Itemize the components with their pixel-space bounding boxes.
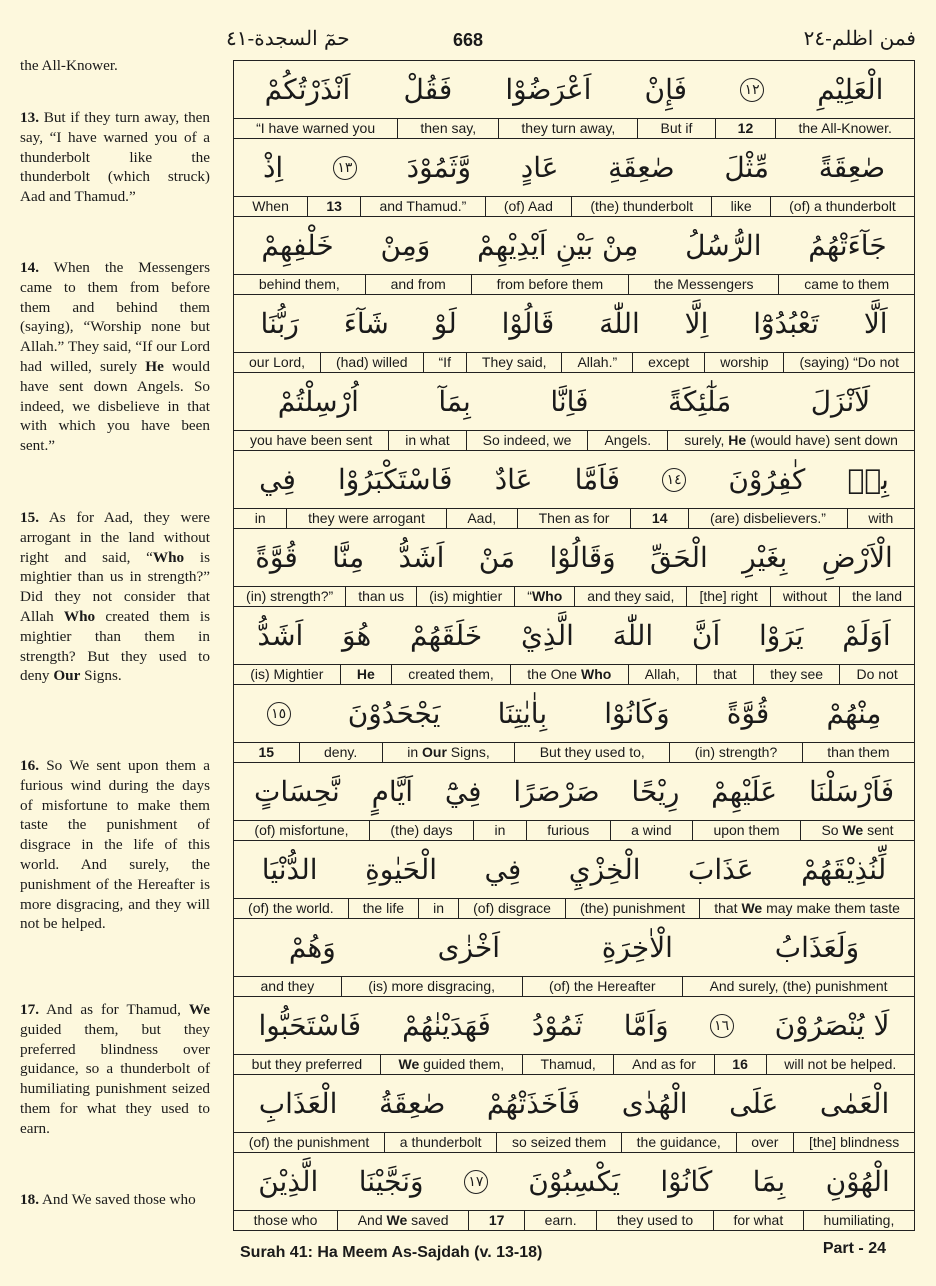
gloss-cell: like [711,197,770,216]
ayah-number-cell: 12 [715,119,776,138]
header-surah-name: حمٓ السجدة-٤١ [226,26,350,50]
arabic-word: لَوْ [433,306,457,340]
arabic-line [234,61,914,119]
gloss-cell: “I have warned you [256,120,376,136]
gloss-cell: came to them [778,275,914,294]
english-gloss-line [234,509,914,529]
arabic-word: فَاسْتَحَبُّوا [258,1008,362,1042]
gloss-cell: than us [345,587,416,606]
arabic-word: الْاٰخِرَةِ [601,930,673,964]
verse-row [234,451,914,529]
gloss-cell: But they used to, [514,743,669,762]
arabic-line [234,997,914,1055]
arabic-word: بِاٰيٰتِنَا [497,696,548,730]
gloss-cell: the life [348,899,418,918]
arabic-word: قَالُوْا [501,306,555,340]
translation-paragraph [20,258,210,456]
arabic-word: مَنْ [478,540,516,574]
arabic-word: بِهٖ [847,462,889,496]
english-gloss-line [234,119,914,139]
arabic-word: اَعْرَضُوْا [505,72,592,106]
english-gloss-line [234,1055,914,1075]
arabic-word: اَوَلَمْ [842,618,891,652]
gloss-cell: from before them [471,275,628,294]
arabic-word: فِي [484,852,522,886]
arabic-word: فَهَدَيْنٰهُمْ [402,1008,491,1042]
arabic-word: عَلَيْهِمْ [711,774,778,808]
arabic-line [234,217,914,275]
arabic-word: الَّذِيْنَ [258,1164,319,1198]
arabic-word: عَادٌ [494,462,533,496]
arabic-word: الْهُوْنِ [825,1164,890,1198]
gloss-cell: (of) misfortune, [254,822,349,838]
gloss-cell: And We saved [337,1211,468,1230]
ayah-marker: ١٦ [710,1014,734,1038]
english-gloss-line [234,587,914,607]
gloss-cell: “If [423,353,466,372]
arabic-word: عَادٍ [520,150,559,184]
gloss-cell: in [254,510,266,526]
arabic-word: رِيْحًا [631,774,680,808]
verse-row [234,685,914,763]
gloss-cell: created them, [391,665,510,684]
arabic-word: تَعْبُدُوْٓا [753,306,819,340]
arabic-word: مِّثْلَ [724,150,769,184]
arabic-word: فَاِنَّا [550,384,589,418]
verse-row [234,997,914,1075]
arabic-word: فَاسْتَكْبَرُوْا [338,462,453,496]
gloss-cell: When [252,198,289,214]
arabic-word: اُرْسِلْتُمْ [277,384,359,418]
arabic-line [234,1153,914,1211]
arabic-line [234,1075,914,1133]
arabic-line [234,685,914,743]
gloss-cell: (is) mightier [416,587,514,606]
arabic-word: اَشَدُّ [398,540,445,574]
arabic-word: فَاَرْسَلْنَا [808,774,895,808]
footer-surah-info: Surah 41: Ha Meem As-Sajdah (v. 13-18) [240,1244,543,1261]
ayah-marker: ١٢ [740,78,764,102]
gloss-cell: those who [253,1212,318,1228]
arabic-word: بِمَا [752,1164,786,1198]
gloss-cell: (of) disgrace [458,899,565,918]
gloss-cell: (saying) “Do not [783,353,914,372]
gloss-cell: behind them, [258,276,340,292]
arabic-word: جَآءَتْهُمُ [808,228,887,262]
arabic-word: كٰفِرُوْنَ [728,462,806,496]
gloss-cell: worship [704,353,783,372]
arabic-word: كَانُوْا [660,1164,713,1198]
gloss-cell: a thunderbolt [384,1133,496,1152]
verse-row [234,919,914,997]
arabic-word: يَرَوْا [758,618,804,652]
arabic-word: لَا يُنْصَرُوْنَ [774,1008,890,1042]
gloss-cell: the All-Knower. [775,119,914,138]
gloss-cell: We guided them, [380,1055,522,1074]
arabic-word: اللّٰهَ [612,618,654,652]
ayah-number-cell: 14 [630,509,688,528]
gloss-cell: [the] blindness [793,1133,914,1152]
gloss-cell: will not be helped. [766,1055,914,1074]
arabic-line [234,529,914,587]
arabic-word: وَكَانُوْا [604,696,670,730]
arabic-word: صٰعِقَةِ [608,150,675,184]
gloss-cell: And surely, (the) punishment [682,977,914,996]
ayah-number-cell: 17 [468,1211,524,1230]
gloss-cell: So indeed, we [466,431,588,450]
arabic-word: مَلٰٓئِكَةً [668,384,732,418]
gloss-cell: than them [802,743,914,762]
gloss-cell: with [847,509,914,528]
translation-text: So We sent upon them a furious wind during the days of misfortune to make them taste the punishment of disgrace in the life of this world. And surely, the punishment of the Hereafter is more disgracing, and they will not be helped. [20,757,211,933]
arabic-line [234,841,914,899]
arabic-word: اِلَّا [684,306,709,340]
arabic-line [234,919,914,977]
gloss-cell: humiliating, [803,1211,914,1230]
gloss-cell: upon them [692,821,800,840]
gloss-cell: They said, [466,353,562,372]
gloss-cell: in what [388,431,465,450]
gloss-cell: Allah, [628,665,697,684]
gloss-cell: they see [753,665,839,684]
arabic-word: بِمَآ [438,384,471,418]
gloss-cell: they turn away, [498,119,637,138]
translation-text: the All-Knower. [20,57,118,74]
arabic-word: هُوَ [342,618,372,652]
gloss-cell: Allah.” [561,353,632,372]
gloss-cell: the land [839,587,914,606]
arabic-word: عَلَى [729,1086,779,1120]
arabic-word: يَكْسِبُوْنَ [528,1164,621,1198]
english-gloss-line [234,197,914,217]
arabic-word: الْاَرْضِ [821,540,893,574]
arabic-word: الَّذِيْ [520,618,574,652]
translation-paragraph [20,508,210,686]
gloss-cell: for what [713,1211,803,1230]
ayah-number-cell: 13 [307,197,360,216]
translation-text: But if they turn away, then say, “I have warned you of a thunderbolt like the thunderbolt (which struck) Aad and Thamud.” [20,109,210,206]
arabic-word: فَقُلْ [403,72,453,106]
gloss-cell: the guidance, [621,1133,736,1152]
gloss-cell: So We sent [800,821,914,840]
arabic-word: وَنَجَّيْنَا [358,1164,424,1198]
arabic-word: يَجْحَدُوْنَ [347,696,441,730]
arabic-line [234,607,914,665]
gloss-cell: they used to [596,1211,713,1230]
arabic-word: اَنَّ [691,618,721,652]
verse-number: 15. [20,509,39,526]
arabic-word: وَقَالُوْا [549,540,616,574]
gloss-cell: And as for [613,1055,713,1074]
gloss-cell: Angels. [587,431,667,450]
gloss-cell: (had) willed [320,353,423,372]
verse-number: 16. [20,757,39,774]
arabic-line [234,139,914,197]
arabic-word: الْحَقِّ [650,540,708,574]
english-gloss-line [234,275,914,295]
arabic-word: لَاَنْزَلَ [810,384,871,418]
verse-number: 17. [20,1001,39,1018]
gloss-cell: furious [526,821,610,840]
gloss-cell: a wind [610,821,692,840]
gloss-cell: (of) a thunderbolt [770,197,914,216]
english-gloss-line [234,821,914,841]
gloss-cell: over [736,1133,794,1152]
gloss-cell: that We may make them taste [699,899,914,918]
ayah-marker: ١٧ [464,1170,488,1194]
arabic-word: قُوَّةً [255,540,298,574]
arabic-word: مِنْ بَيْنِ اَيْدِيْهِمْ [477,228,639,262]
ayah-marker: ١٣ [333,156,357,180]
arabic-word: وَهُمْ [288,930,336,964]
translation-text: And We saved those who [41,1191,196,1208]
arabic-word: ثَمُوْدُ [531,1008,583,1042]
arabic-word: وَاَمَّا [623,1008,669,1042]
gloss-cell: Then as for [517,509,630,528]
gloss-cell: in [418,899,458,918]
translation-paragraph [20,1190,210,1210]
gloss-cell: earn. [524,1211,596,1230]
gloss-cell: in [473,821,526,840]
gloss-cell: (are) disbelievers.” [688,509,846,528]
english-gloss-line [234,431,914,451]
verse-row [234,763,914,841]
gloss-cell: (of) the world. [248,900,334,916]
gloss-cell: you have been sent [250,432,373,448]
gloss-cell: (is) Mightier [250,666,324,682]
verse-row [234,61,914,139]
gloss-cell: and they said, [574,587,686,606]
gloss-cell: (in) strength?” [246,588,334,604]
ayah-number-cell: 16 [714,1055,766,1074]
verse-row [234,217,914,295]
gloss-cell: but they preferred [251,1056,363,1072]
gloss-cell: the One Who [510,665,628,684]
verse-number: 18. [20,1191,39,1208]
arabic-word: الدُّنْيَا [261,852,318,886]
arabic-word: رَبُّنَا [260,306,299,340]
gloss-cell: (the) punishment [565,899,699,918]
arabic-word: وَلَعَذَابُ [774,930,860,964]
gloss-cell: deny. [299,743,382,762]
arabic-word: الْعَمٰى [819,1086,890,1120]
english-gloss-line [234,899,914,919]
arabic-word: فَإِنْ [644,72,687,106]
verse-row [234,1075,914,1153]
translation-paragraph [20,1000,210,1139]
gloss-cell: the Messengers [628,275,778,294]
gloss-cell: But if [637,119,714,138]
english-gloss-line [234,353,914,373]
arabic-word: اَلَّا [863,306,888,340]
translation-text: And as for Thamud, We guided them, but they preferred blindness over guidance, so a thunderbolt of humiliating punishment seized them for what they used to earn. [20,1001,210,1137]
english-gloss-line [234,1133,914,1153]
english-gloss-line [234,977,914,997]
arabic-word: اِذْ [262,150,284,184]
arabic-word: الْعَلِيْمِ [817,72,884,106]
ayah-number-cell: 15 [258,744,275,760]
gloss-cell: so seized them [496,1133,621,1152]
translation-paragraph [20,108,210,207]
gloss-cell: without [770,587,839,606]
arabic-word: صٰعِقَةُ [378,1086,446,1120]
arabic-word: بِغَيْرِ [742,540,788,574]
gloss-cell: He [340,665,391,684]
word-by-word-grid [233,60,915,1231]
arabic-word: فَاَمَّا [574,462,621,496]
arabic-word: خَلْفِهِمْ [261,228,334,262]
page-number: 668 [452,30,484,50]
ayah-marker: ١٥ [267,702,291,726]
gloss-cell: (is) more disgracing, [341,977,522,996]
gloss-cell: and from [365,275,471,294]
gloss-cell: and they [260,978,315,994]
verse-row [234,529,914,607]
arabic-word: اَنْذَرْتُكُمْ [264,72,351,106]
gloss-cell: (of) the punishment [248,1134,370,1150]
arabic-line [234,373,914,431]
gloss-cell: and Thamud.” [360,197,484,216]
arabic-word: صَرْصَرًا [513,774,600,808]
arabic-word: فِي [259,462,296,496]
verse-row [234,607,914,685]
verse-number: 14. [20,259,39,276]
english-gloss-line [234,743,914,763]
translation-paragraph [20,756,210,934]
arabic-word: الْخِزْيِ [568,852,641,886]
gloss-cell: that [696,665,753,684]
gloss-cell: (of) Aad [485,197,572,216]
arabic-word: وَّثَمُوْدَ [406,150,472,184]
gloss-cell: in Our Signs, [382,743,514,762]
gloss-cell: “Who [514,587,574,606]
gloss-cell: Do not [839,665,914,684]
gloss-cell: except [632,353,704,372]
arabic-line [234,295,914,353]
header-part-name: فمن اظلم-٢٤ [803,26,916,50]
arabic-word: اَخْزٰى [437,930,501,964]
gloss-cell: [the] right [686,587,769,606]
arabic-word: فَاَخَذَتْهُمْ [486,1086,581,1120]
arabic-word: فِيْٓ [444,774,482,808]
arabic-word: خَلَقَهُمْ [409,618,483,652]
arabic-word: الْهُدٰى [621,1086,688,1120]
ayah-marker: ١٤ [662,468,686,492]
gloss-cell: Aad, [446,509,517,528]
verse-number: 13. [20,109,39,126]
arabic-word: مِنَّا [332,540,365,574]
arabic-word: نَّحِسَاتٍ [254,774,340,808]
gloss-cell: Thamud, [522,1055,614,1074]
arabic-word: صٰعِقَةً [818,150,886,184]
arabic-word: الرُّسُلُ [685,228,762,262]
english-gloss-line [234,1211,914,1230]
arabic-word: شَآءَ [343,306,389,340]
arabic-word: عَذَابَ [688,852,754,886]
gloss-cell: then say, [397,119,498,138]
arabic-word: اَيَّامٍ [371,774,414,808]
verse-row [234,139,914,217]
arabic-line [234,451,914,509]
arabic-word: مِنْهُمْ [826,696,882,730]
translation-text: When the Messengers came to them from before them and behind them (saying), “Worship none but Allah.” They said, “If our Lord had willed, surely He would have sent down Angels. So indeed, we disbelieve in that with which you have been sent.” [20,259,210,455]
gloss-cell: they were arrogant [286,509,445,528]
verse-row [234,1153,914,1230]
arabic-word: الْعَذَابِ [258,1086,338,1120]
verse-row [234,841,914,919]
gloss-cell: (the) thunderbolt [571,197,711,216]
footer-part: Part - 24 [822,1240,886,1257]
english-gloss-line [234,665,914,685]
gloss-cell: (in) strength? [669,743,801,762]
gloss-cell: (the) days [369,821,473,840]
verse-row [234,295,914,373]
gloss-cell: our Lord, [249,354,306,370]
arabic-word: لِّنُذِيْقَهُمْ [801,852,887,886]
translation-text: As for Aad, they were arrogant in the land without right and said, “Who is mightier than us in strength?” Did they not consider that Allah Who created them is mightier than them in strength? But they used to deny Our Signs. [20,509,210,685]
arabic-word: وَمِنْ [380,228,431,262]
arabic-line [234,763,914,821]
arabic-word: اَشَدُّ [257,618,304,652]
arabic-word: اللّٰهَ [599,306,640,340]
gloss-cell: (of) the Hereafter [522,977,683,996]
arabic-word: قُوَّةً [726,696,770,730]
translation-paragraph [20,56,210,76]
arabic-word: الْحَيٰوةِ [365,852,438,886]
gloss-cell: surely, He (would have) sent down [667,431,914,450]
verse-row [234,373,914,451]
